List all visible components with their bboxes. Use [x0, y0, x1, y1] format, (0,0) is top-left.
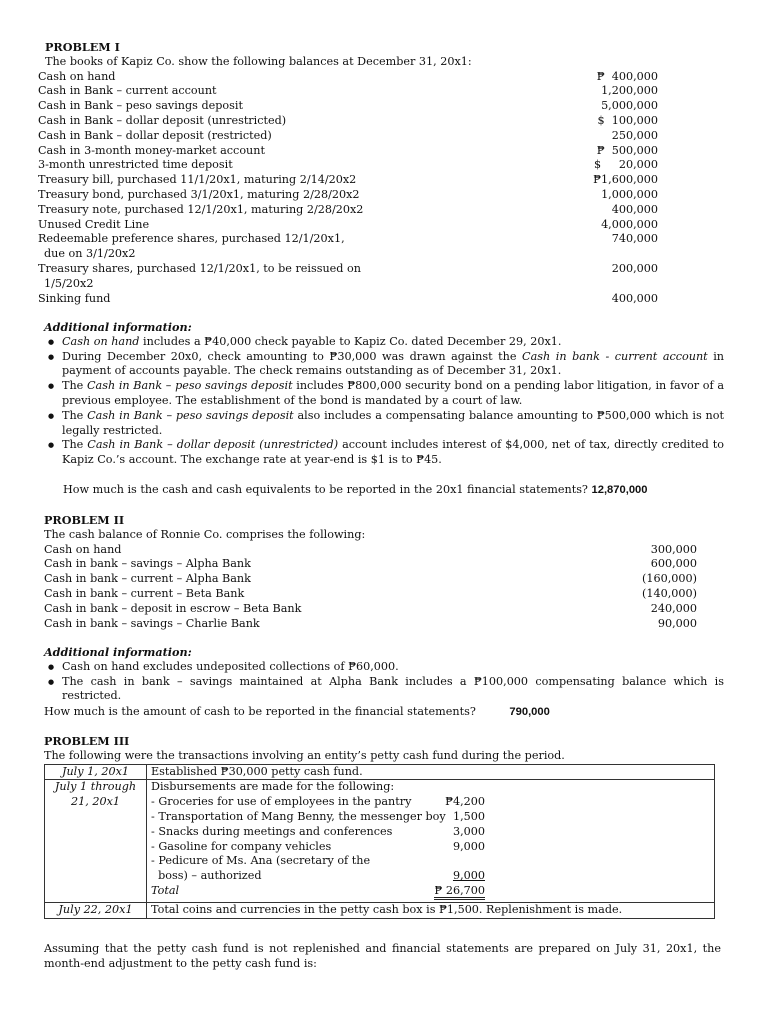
balance-label: Cash in bank – savings – Alpha Bank — [44, 557, 251, 571]
balance-label: Cash on hand — [38, 69, 116, 83]
disbursement-value — [429, 869, 485, 884]
disbursement-value — [429, 854, 485, 869]
balance-row — [44, 602, 697, 617]
problem-2-section — [44, 513, 697, 631]
bullet-text-emphasis: Cash on hand — [62, 334, 140, 348]
info-bullet — [44, 335, 724, 350]
balance-value: (140,000) — [642, 586, 697, 600]
balance-row — [44, 587, 697, 602]
balance-value: 240,000 — [650, 601, 697, 615]
balance-value: $ 20,000 — [593, 158, 658, 172]
balance-label: Cash in bank – current – Beta Bank — [44, 586, 245, 600]
balance-row — [38, 262, 658, 277]
balance-label: Unused Credit Line — [38, 217, 150, 231]
table-date-cell: July 22, 20x1 — [45, 902, 147, 918]
date-line-1: July 1 through — [54, 780, 137, 794]
balance-label: Cash in 3-month money-market account — [38, 143, 265, 157]
disbursements-heading: Disbursements are made for the following: — [151, 780, 395, 794]
bullet-text-post: includes a ₱40,000 check payable to Kapiz Co. dated December 29, 20x1. — [139, 334, 562, 348]
problem-3-section — [44, 734, 724, 919]
problem-1-question-text: How much is the cash and cash equivalents to be reported in the 20x1 financial statements? — [63, 483, 588, 496]
disbursement-value: 3,000 — [452, 824, 485, 838]
balance-value: (160,000) — [642, 572, 697, 586]
problem-3-title: PROBLEM III — [44, 734, 130, 748]
balance-label: Cash in Bank – current account — [38, 84, 217, 98]
disbursement-row — [151, 825, 710, 840]
disbursement-label: - Transportation of Mang Benny, the messenger boy — [151, 809, 446, 823]
balance-value: 740,000 — [611, 232, 658, 246]
table-row — [45, 902, 715, 918]
balance-value: 1,000,000 — [601, 187, 658, 201]
balance-value: 90,000 — [657, 616, 697, 630]
balance-row — [38, 173, 658, 188]
balance-row — [38, 158, 658, 173]
balance-row — [38, 292, 658, 307]
balance-value: $ 100,000 — [597, 113, 658, 127]
bullet-text-pre: The — [62, 408, 88, 422]
table-text-cell: Total coins and currencies in the petty cash box is ₱1,500. Replenishment is made. — [147, 902, 715, 918]
balance-row — [38, 114, 658, 129]
problem-2-answer: 790,000 — [509, 706, 550, 718]
balance-row — [38, 99, 658, 114]
problem-2-question — [44, 705, 734, 720]
balance-label: due on 3/1/20x2 — [44, 247, 136, 261]
disbursement-row — [151, 869, 710, 884]
balance-value: 400,000 — [611, 202, 658, 216]
problem-1-additional-info — [44, 320, 724, 468]
bullet-text-emphasis: Cash in Bank – peso savings deposit — [86, 379, 293, 393]
disbursements-cell — [147, 780, 715, 903]
total-label: Total — [151, 883, 180, 897]
disbursement-label: - Pedicure of Ms. Ana (secretary of the — [151, 854, 371, 868]
problem-3-intro: The following were the transactions involving an entity’s petty cash fund during the period. — [44, 748, 565, 762]
problem-2-additional-label: Additional information: — [44, 645, 192, 659]
bullet-text-emphasis: Cash in Bank – peso savings deposit — [87, 408, 294, 422]
balance-value: 5,000,000 — [601, 99, 658, 113]
bullet-text-post: in payment of accounts payable. The check remains outstanding as of December 31, 20x1. — [62, 349, 725, 378]
balance-row — [38, 277, 658, 292]
problem-1-bullets — [44, 335, 724, 468]
disbursement-value: ₱4,200 — [445, 795, 485, 809]
bullet-text-pre: The — [62, 438, 88, 452]
bullet-text-emphasis: Cash in Bank – dollar deposit (unrestricted) — [87, 438, 339, 452]
disbursement-label: - Groceries for use of employees in the pantry — [151, 795, 412, 809]
balance-label: Treasury shares, purchased 12/1/20x1, to be reissued on — [38, 261, 361, 275]
disbursement-row — [151, 840, 710, 855]
total-value: ₱ 26,700 — [434, 885, 485, 900]
problem-2-intro: The cash balance of Ronnie Co. comprises the following: — [44, 527, 366, 541]
disbursement-label: - Snacks during meetings and conferences — [151, 824, 393, 838]
problem-1-additional-label: Additional information: — [44, 320, 192, 334]
balance-label: 1/5/20x2 — [44, 276, 94, 290]
balance-value — [598, 247, 658, 262]
balance-row — [38, 70, 658, 85]
balance-value: 400,000 — [611, 291, 658, 305]
disbursement-value-underlined: 9,000 — [452, 869, 485, 883]
balance-row — [38, 218, 658, 233]
problem-2-balances-list — [44, 543, 697, 632]
balance-value — [598, 277, 658, 292]
balance-value: ₱1,600,000 — [593, 173, 658, 187]
balance-row — [38, 84, 658, 99]
table-row — [45, 764, 715, 780]
problem-1-question — [63, 483, 753, 498]
bullet-text-post: account includes interest of $4,000, net of tax, directly credited to Kapiz Co.’s account. The exchange rate at year-end is $1 is to ₱45. — [62, 438, 724, 467]
problem-1-title: PROBLEM I — [45, 40, 120, 54]
petty-cash-table — [44, 764, 715, 919]
problem-2-additional-info — [44, 645, 724, 704]
table-row — [45, 780, 715, 903]
disbursement-value: 1,500 — [452, 809, 485, 823]
info-bullet: ● The cash in bank – savings maintained at Alpha Bank includes a ₱100,000 compensating balance which is restricted. — [44, 675, 724, 705]
problem-1-balances-list — [38, 70, 658, 307]
balance-label: Cash in Bank – dollar deposit (unrestricted) — [38, 113, 287, 127]
table-date-cell — [45, 780, 147, 903]
balance-label: Cash in bank – savings – Charlie Bank — [44, 616, 260, 630]
balance-value: ₱ 400,000 — [596, 69, 658, 83]
table-date-cell: July 1, 20x1 — [45, 764, 147, 780]
disbursement-row — [151, 810, 710, 825]
balance-label: Treasury note, purchased 12/1/20x1, maturing 2/28/20x2 — [38, 202, 364, 216]
balance-row — [38, 247, 658, 262]
disbursement-label: boss) – authorized — [151, 869, 262, 883]
problem-3-question: Assuming that the petty cash fund is not replenished and financial statements are prepared on July 31, 20x1, the month-end adjustment to the petty cash fund is: — [44, 942, 721, 970]
balance-label: Treasury bill, purchased 11/1/20x1, maturing 2/14/20x2 — [38, 173, 357, 187]
info-bullet: ● Cash on hand excludes undeposited collections of ₱60,000. — [44, 660, 724, 675]
total-value-wrap — [429, 884, 485, 900]
balance-label: Redeemable preference shares, purchased 12/1/20x1, — [38, 232, 345, 246]
balance-value: 300,000 — [650, 542, 697, 556]
balance-row — [44, 617, 697, 632]
info-bullet — [44, 350, 724, 380]
balance-row — [44, 572, 697, 587]
balance-value: ₱ 500,000 — [596, 143, 658, 157]
disbursements-list — [151, 795, 710, 884]
disbursement-row — [151, 854, 710, 869]
balance-value: 250,000 — [611, 128, 658, 142]
balance-row — [38, 129, 658, 144]
balance-label: Cash in bank – deposit in escrow – Beta Bank — [44, 601, 302, 615]
bullet-text-post: includes ₱800,000 security bond on a pending labor litigation, in favor of a previous employee. The establishment of the bond is mandated by a court of law. — [62, 379, 724, 407]
balance-value: 200,000 — [611, 261, 658, 275]
balance-label: Cash in bank – current – Alpha Bank — [44, 572, 251, 586]
info-bullet — [44, 409, 724, 439]
problem-2-question-text: How much is the amount of cash to be reported in the financial statements? — [44, 705, 476, 718]
problem-2-bullets — [44, 660, 724, 704]
bullet-text-pre: During December 20x0, check amounting to ₱30,000 was drawn against the — [62, 349, 523, 363]
problem-1-intro: The books of Kapiz Co. show the following balances at December 31, 20x1: — [45, 54, 472, 68]
balance-label: 3-month unrestricted time deposit — [38, 158, 233, 172]
info-bullet — [44, 379, 724, 409]
balance-label: Cash in Bank – peso savings deposit — [38, 99, 243, 113]
balance-row — [38, 203, 658, 218]
disbursement-value: 9,000 — [452, 839, 485, 853]
disbursements-total-row — [151, 884, 710, 900]
balance-row — [38, 144, 658, 159]
balance-row — [44, 557, 697, 572]
balance-value: 4,000,000 — [601, 217, 658, 231]
problem-2-title: PROBLEM II — [44, 513, 125, 527]
balance-row — [38, 232, 658, 247]
balance-row — [44, 543, 697, 558]
balance-value: 600,000 — [650, 557, 697, 571]
problem-1-section — [38, 40, 658, 306]
problem-1-answer: 12,870,000 — [591, 484, 648, 496]
date-line-2: 21, 20x1 — [70, 795, 120, 809]
info-bullet — [44, 438, 724, 468]
disbursement-row — [151, 795, 710, 810]
balance-label: Sinking fund — [38, 291, 111, 305]
balance-value: 1,200,000 — [601, 84, 658, 98]
balance-label: Cash in Bank – dollar deposit (restricted) — [38, 128, 272, 142]
bullet-text-pre: The — [62, 379, 87, 393]
bullet-text-post: also includes a compensating balance amounting to ₱500,000 which is not legally restricted. — [62, 408, 724, 437]
balance-label: Treasury bond, purchased 3/1/20x1, maturing 2/28/20x2 — [38, 187, 360, 201]
disbursement-label: - Gasoline for company vehicles — [151, 839, 332, 853]
table-text-cell: Established ₱30,000 petty cash fund. — [147, 764, 715, 780]
bullet-text-emphasis: Cash in bank - current account — [522, 349, 708, 363]
balance-row — [38, 188, 658, 203]
balance-label: Cash on hand — [44, 542, 122, 556]
